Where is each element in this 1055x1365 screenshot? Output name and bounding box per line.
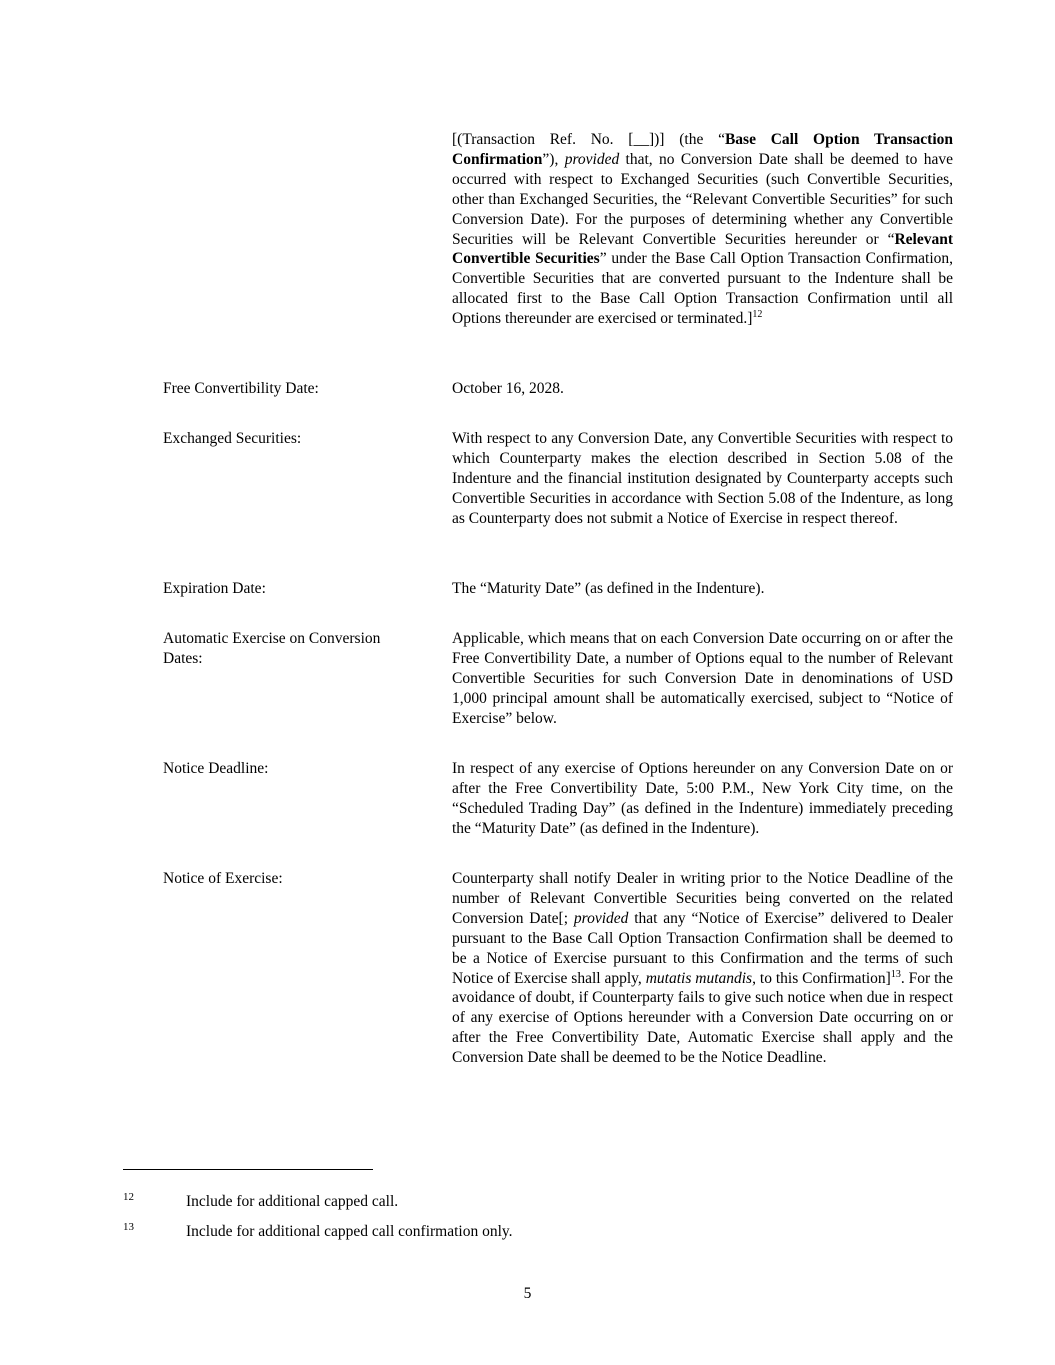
footnote-reference: 12 xyxy=(752,309,763,321)
term-label: Notice Deadline: xyxy=(163,760,269,777)
term-value-text: , to this Confirmation] xyxy=(752,969,891,987)
term-value: Applicable, which means that on each Conversion Date occurring on or after the Free Convertibility Date, a number of Options equal to the number of Relevant Convertible Securities for such Conversion Date in denominations of USD 1,000 principal amount shall be automatically exercised, subject to “Notice of Exercise” below. xyxy=(452,630,953,727)
term-value: The “Maturity Date” (as defined in the Indenture). xyxy=(452,580,765,597)
continuation-text: that, no Conversion Date shall be deemed to have occurred with respect to Exchanged Securities (such Convertible Securities, other than Exchanged Securities, the “Relevant Convertible Securities” for such Conversion Date). For the purposes of determining whether any Convertible Securities will be Relevant Convertible Securities hereunder or “ xyxy=(452,150,954,248)
footnote-number: 12 xyxy=(123,1191,134,1203)
italic-term: provided xyxy=(564,150,620,168)
term-value-text: Counterparty shall notify Dealer in writing prior to the Notice Deadline of the number of Relevant Convertible Securities being converted on the related Conversion Date[; xyxy=(452,870,953,927)
italic-term: provided xyxy=(573,909,629,927)
term-value: October 16, 2028. xyxy=(452,380,564,397)
term-value-text: that any “Notice of Exercise” delivered to Dealer pursuant to the Base Call Option Transaction Confirmation shall be deemed to be a Notice of Exercise pursuant to this Confirmation and the terms of such Notice of Exercise shall apply, xyxy=(452,909,953,987)
term-label: Exchanged Securities: xyxy=(163,430,302,447)
term-value-text: . For the avoidance of doubt, if Counterparty fails to give such notice when due in respect of any exercise of Options hereunder with a Conversion Date occurring on or after the Free Convertibility Date, Automatic Exercise shall apply and the Conversion Date shall be deemed to be the Notice Deadline. xyxy=(452,969,954,1067)
term-value: With respect to any Conversion Date, any Convertible Securities with respect to which Counterparty makes the election described in Section 5.08 of the Indenture and the financial institution designated by Counterparty accepts such Convertible Securities in accordance with Section 5.08 of the Indenture, as long as Counterparty does not submit a Notice of Exercise in respect thereof. xyxy=(452,430,953,527)
continuation-text: ” under the Base Call Option Transaction Confirmation, Convertible Securities that are converted pursuant to the Indenture shall be allocated first to the Base Call Option Transaction Confirmation until all Options thereunder are exercised or terminated.] xyxy=(452,250,953,328)
continuation-text: ”), xyxy=(542,150,565,168)
term-value: In respect of any exercise of Options hereunder on any Conversion Date on or after the Free Convertibility Date, 5:00 P.M., New York City time, on the “Scheduled Trading Day” (as defined in the Indenture) immediately preceding the “Maturity Date” (as defined in the Indenture). xyxy=(452,760,953,837)
footnote-text: Include for additional capped call. xyxy=(186,1193,399,1210)
defined-term: Relevant Convertible Securities xyxy=(452,230,953,268)
term-label: Free Convertibility Date: xyxy=(163,380,319,397)
term-label: Automatic Exercise on Conversion Dates: xyxy=(163,630,381,667)
term-value xyxy=(452,869,953,1068)
term-label: Expiration Date: xyxy=(163,580,266,597)
footnote-reference: 13 xyxy=(890,968,901,980)
defined-term: Base Call Option Transaction Confirmation xyxy=(452,131,953,168)
continuation-paragraph xyxy=(452,130,953,329)
italic-term: mutatis mutandis xyxy=(645,969,753,987)
continuation-text: [(Transaction Ref. No. [__])] (the “ xyxy=(452,131,725,148)
footnote-number: 13 xyxy=(123,1221,134,1233)
footnote-text: Include for additional capped call confirmation only. xyxy=(186,1223,513,1240)
page-number: 5 xyxy=(523,1285,532,1302)
term-label: Notice of Exercise: xyxy=(163,870,283,887)
footnote-separator xyxy=(123,1169,373,1170)
